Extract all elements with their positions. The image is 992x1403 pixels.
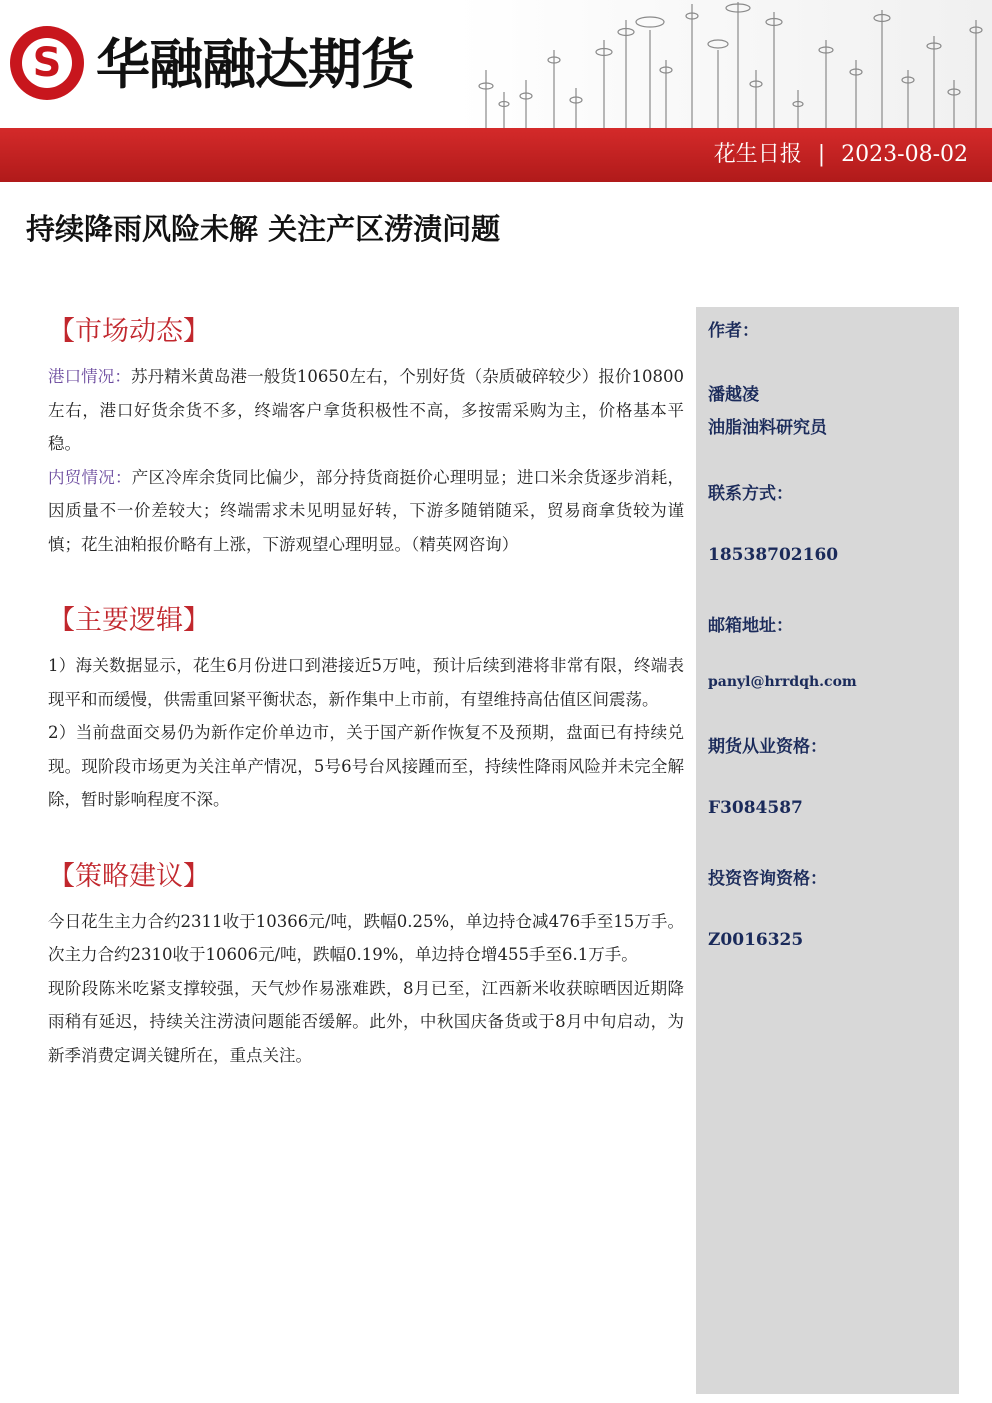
strategy-paragraph-2: 现阶段陈米吃紧支撑较强，天气炒作易涨难跌，8月已至，江西新米收获晾晒因近期降雨稍有延迟，持续关注涝渍问题能否缓解。此外，中秋国庆备货或于8月中旬启动，为新季消费定调关键所在，重点关注。 [48, 978, 684, 1065]
author-name: 潘越凌 [708, 385, 759, 405]
report-banner [0, 128, 992, 182]
header-decoration [456, 0, 992, 128]
email-label: 邮箱地址： [708, 616, 793, 636]
report-date: 2023-08-02 [841, 142, 968, 167]
header-logo [0, 0, 460, 128]
logo-icon [10, 26, 84, 100]
advisory-qualification: Z0016325 [708, 930, 804, 950]
port-label: 港口情况： [48, 367, 131, 386]
domestic-text: 产区冷库余货同比偏少，部分持货商挺价心理明显；进口米余货逐步消耗，因质量不一价差较大；终端需求未见明显好转，下游多随销随采，贸易商拿货较为谨慎；花生油粕报价略有上涨，下游观望心理明显。（精英网咨询） [48, 467, 685, 554]
domestic-label: 内贸情况： [48, 467, 132, 487]
contact-label: 联系方式： [708, 484, 793, 504]
port-text: 苏丹精米黄岛港一般货10650左右，个别好货（杂质破碎较少）报价10800左右，港口好货余货不多，终端客户拿货积极性不高，多按需采购为主，价格基本平稳。 [48, 367, 685, 453]
section-title-strategy: 【策略建议】 [48, 860, 210, 892]
author-sidebar [696, 307, 959, 1394]
banner-separator: | [817, 142, 826, 167]
futures-qualification-label: 期货从业资格： [708, 737, 827, 757]
brand-name: 华融融达期货 [96, 33, 414, 96]
section-title-logic: 【主要逻辑】 [48, 605, 210, 636]
advisory-qualification-label: 投资咨询资格： [708, 869, 827, 889]
banner-text [714, 128, 968, 182]
market-port-paragraph [48, 360, 684, 461]
author-title: 油脂油料研究员 [708, 418, 827, 438]
main-content [48, 312, 684, 1072]
market-domestic-paragraph [48, 461, 684, 562]
logic-paragraph-1: 1）海关数据显示，花生6月份进口到港接近5万吨，预计后续到港将非常有限，终端表现平和而缓慢，供需重回紧平衡状态，新作集中上市前，有望维持高估值区间震荡。 [48, 656, 684, 709]
strategy-paragraph-1: 今日花生主力合约2311收于10366元/吨，跌幅0.25%，单边持仓减476手至15万手。次主力合约2310收于10606元/吨，跌幅0.19%，单边持仓增455手至6.1万手。 [48, 911, 684, 964]
author-label: 作者： [708, 321, 759, 341]
logic-paragraph-2: 2）当前盘面交易仍为新作定价单边市，关于国产新作恢复不及预期，盘面已有持续兑现。现阶段市场更为关注单产情况，5号6号台风接踵而至，持续性降雨风险并未完全解除，暂时影响程度不深。 [48, 723, 684, 809]
futures-qualification: F3084587 [708, 798, 803, 818]
phone-number: 18538702160 [708, 545, 839, 565]
report-type: 花生日报 [713, 142, 802, 167]
email-address[interactable]: panyl@hrrdqh.com [708, 674, 857, 690]
report-headline: 持续降雨风险未解 关注产区涝渍问题 [26, 212, 501, 246]
logo-glyph: S [32, 40, 62, 86]
section-title-market: 【市场动态】 [48, 316, 210, 347]
